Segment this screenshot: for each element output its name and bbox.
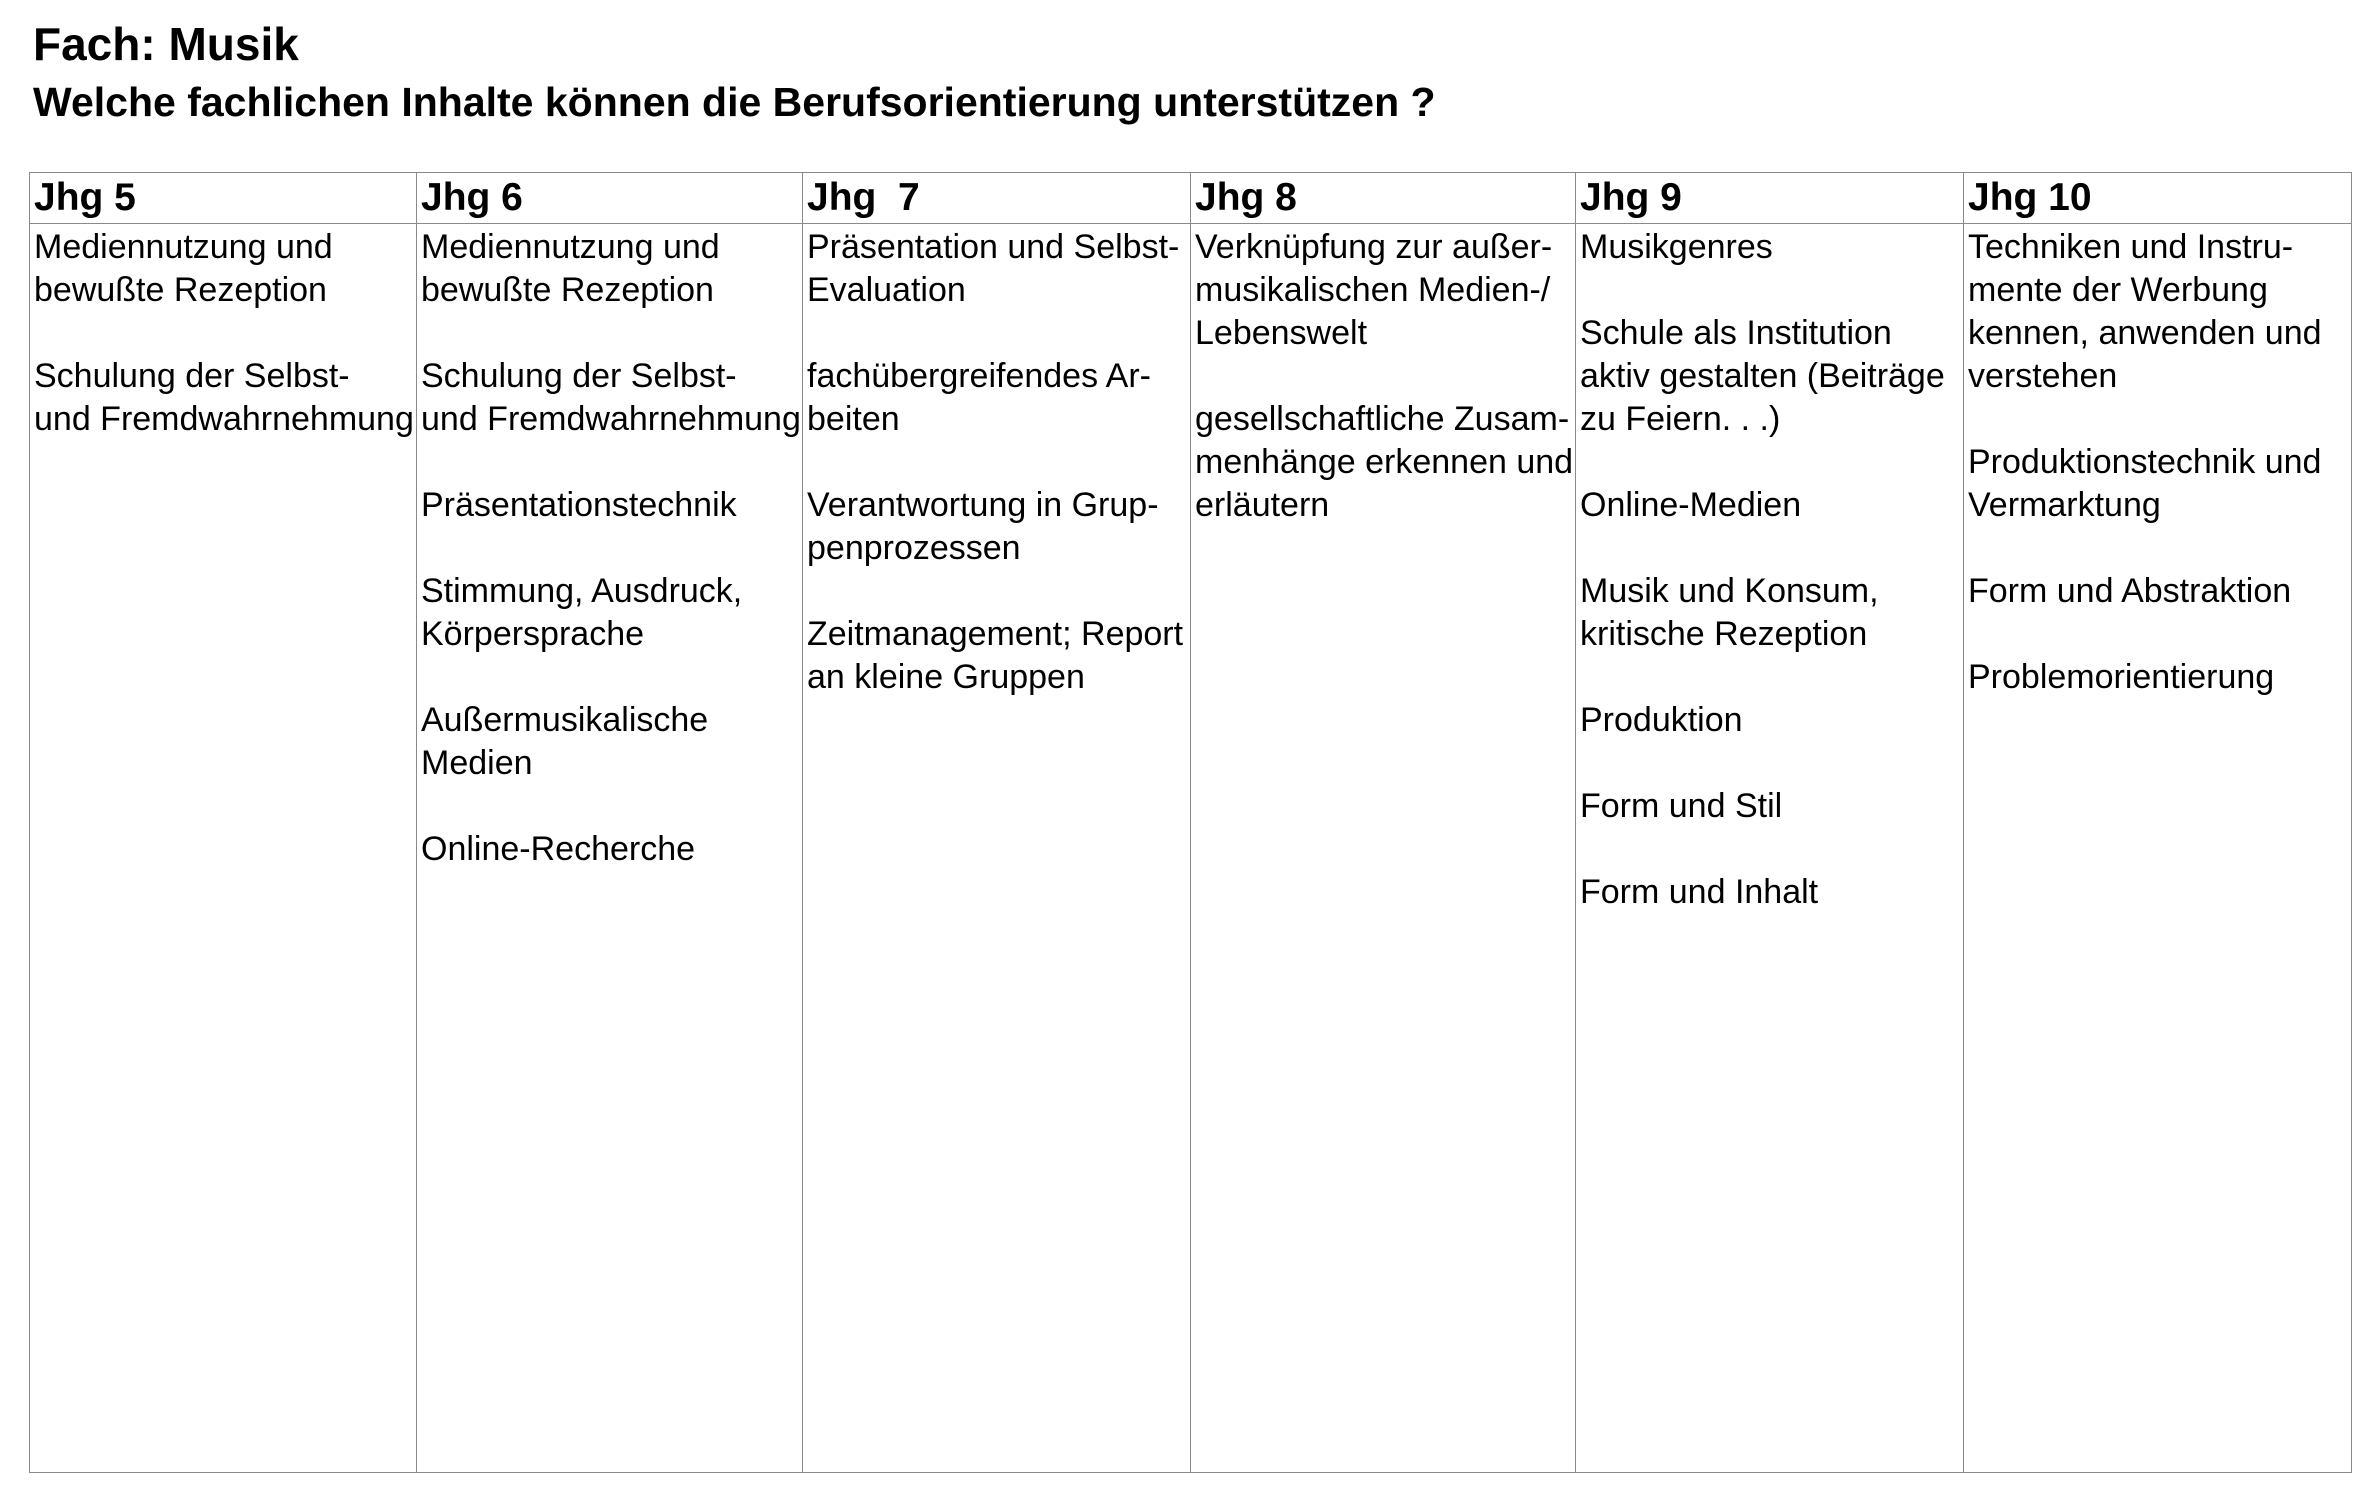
column-header-jhg-8: Jhg 8 [1191, 173, 1576, 224]
list-item: Musikgenres [1580, 228, 1773, 266]
list-item: Mediennutzung und bewußte Rezeption [421, 228, 720, 309]
column-cell-jhg-9 [1576, 224, 1964, 1473]
page-subtitle: Welche fachlichen Inhalte können die Berufsorientierung unterstützen ? [33, 79, 1436, 125]
column-header-jhg-10: Jhg 10 [1964, 173, 2352, 224]
list-item: Form und Abstraktion [1968, 572, 2292, 610]
column-cell-jhg-8 [1191, 224, 1576, 1473]
list-item: Problemorientierung [1968, 658, 2275, 696]
list-item: Mediennutzung und bewußte Rezeption [34, 228, 333, 309]
page-title: Fach: Musik [33, 18, 299, 70]
list-item: Zeitmanagement; Report an kleine Gruppen [807, 615, 1184, 696]
list-item: Form und Inhalt [1580, 873, 1819, 911]
list-item: Stimmung, Ausdruck, Körpersprache [421, 572, 743, 653]
list-item: Präsentationstechnik [421, 486, 737, 524]
list-item: Techniken und Instru- mente der Werbung kennen, anwenden und verstehen [1968, 228, 2322, 395]
curriculum-table [29, 172, 2352, 1473]
column-cell-jhg-5 [30, 224, 417, 1473]
list-item: Außermusikalische Medien [421, 701, 709, 782]
list-item: Musik und Konsum, kritische Rezeption [1580, 572, 1879, 653]
table-header-row [30, 173, 2352, 224]
list-item: Online-Recherche [421, 830, 696, 868]
list-item: Schulung der Selbst- und Fremdwahrnehmung [421, 357, 801, 438]
column-cell-jhg-7 [803, 224, 1191, 1473]
list-item: Schulung der Selbst- und Fremdwahrnehmung [34, 357, 414, 438]
list-item: fachübergreifendes Ar- beiten [807, 357, 1151, 438]
list-item: Verknüpfung zur außer- musikalischen Medien-/ Lebenswelt [1195, 228, 1553, 352]
list-item: Online-Medien [1580, 486, 1802, 524]
list-item: Produktion [1580, 701, 1743, 739]
column-header-jhg-7: Jhg 7 [803, 173, 1191, 224]
column-cell-jhg-6 [417, 224, 803, 1473]
column-header-jhg-6: Jhg 6 [417, 173, 803, 224]
list-item: Präsentation und Selbst- Evaluation [807, 228, 1180, 309]
table-content-row [30, 224, 2352, 1473]
list-item: Form und Stil [1580, 787, 1783, 825]
column-header-jhg-5: Jhg 5 [30, 173, 417, 224]
column-cell-jhg-10 [1964, 224, 2352, 1473]
list-item: Schule als Institution aktiv gestalten (Beiträge zu Feiern. . .) [1580, 314, 1945, 438]
list-item: gesellschaftliche Zusam- menhänge erkennen und erläutern [1195, 400, 1574, 524]
list-item: Produktionstechnik und Vermarktung [1968, 443, 2322, 524]
list-item: Verantwortung in Grup- penprozessen [807, 486, 1159, 567]
column-header-jhg-9: Jhg 9 [1576, 173, 1964, 224]
